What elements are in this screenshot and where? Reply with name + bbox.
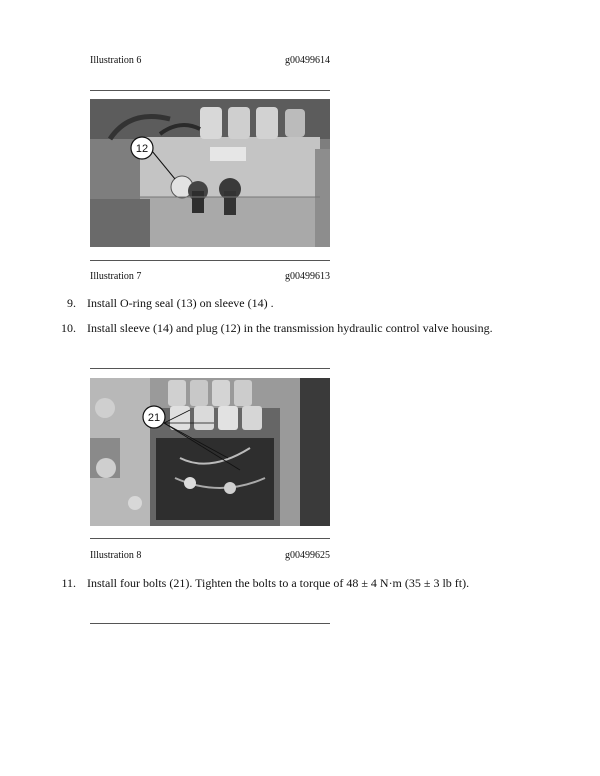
figure-caption: Illustration 6 — [90, 55, 142, 66]
figure-code: g00499614 — [285, 55, 330, 66]
callout-12: 12 — [135, 143, 149, 155]
valve-housing-image — [90, 99, 330, 247]
divider — [90, 623, 330, 624]
divider — [90, 538, 330, 539]
divider — [90, 368, 330, 369]
step-number: 9. — [67, 296, 76, 310]
step-number: 11. — [61, 576, 76, 590]
divider — [90, 90, 330, 91]
step-number: 10. — [61, 321, 76, 335]
figure-caption: Illustration 8 — [90, 550, 142, 561]
valve-housing-photo — [90, 99, 330, 247]
control-valve-photo — [90, 378, 330, 526]
control-valve-image — [90, 378, 330, 526]
step-text: Install sleeve (14) and plug (12) in the transmission hydraulic control valve housing. — [87, 321, 493, 335]
figure-code: g00499625 — [285, 550, 330, 561]
figure-code: g00499613 — [285, 271, 330, 282]
step-text: Install four bolts (21). Tighten the bolts to a torque of 48 ± 4 N·m (35 ± 3 lb ft). — [87, 576, 470, 590]
figure-caption: Illustration 7 — [90, 271, 142, 282]
step-text: Install O-ring seal (13) on sleeve (14) . — [87, 296, 274, 310]
callout-21: 21 — [147, 412, 161, 424]
divider — [90, 260, 330, 261]
